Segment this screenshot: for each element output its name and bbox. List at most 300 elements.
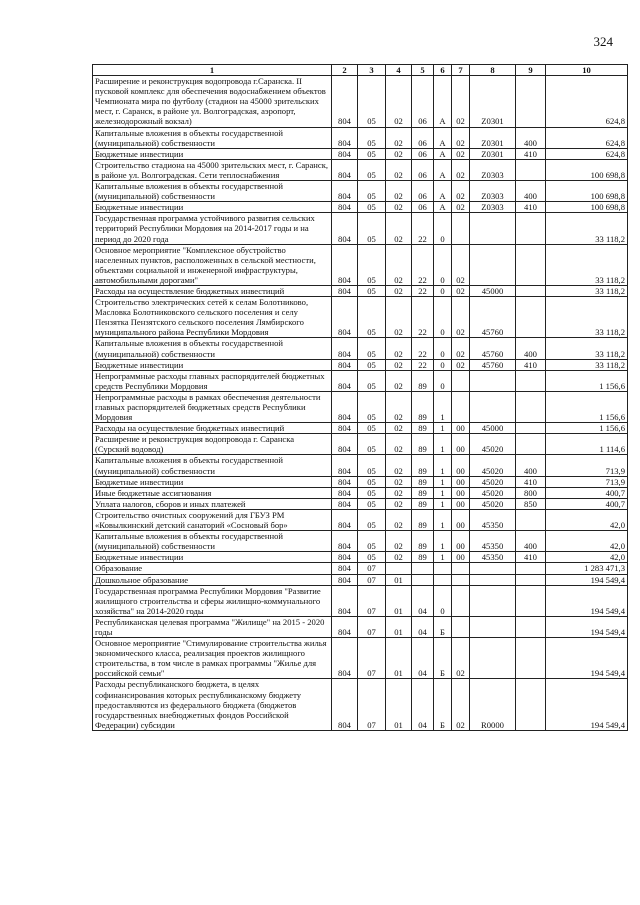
cell-expense-code: 45760 [470, 359, 516, 370]
cell-type [516, 159, 546, 180]
cell-subprogram: 89 [412, 391, 434, 422]
cell-type: 410 [516, 476, 546, 487]
cell-subprogram [412, 563, 434, 574]
cell-section: 804 [332, 423, 358, 434]
cell-subsection: 07 [358, 616, 386, 637]
column-header-10: 10 [546, 65, 628, 76]
cell-program: 02 [386, 552, 412, 563]
cell-subprogram: 89 [412, 498, 434, 509]
cell-section: 804 [332, 213, 358, 244]
cell-event [452, 391, 470, 422]
cell-event: 02 [452, 285, 470, 296]
cell-subsection: 07 [358, 679, 386, 730]
cell-type [516, 244, 546, 285]
cell-direction: А [434, 181, 452, 202]
cell-subprogram: 06 [412, 148, 434, 159]
cell-subsection: 05 [358, 76, 386, 127]
cell-direction: Б [434, 679, 452, 730]
cell-type [516, 616, 546, 637]
table-row [93, 585, 628, 616]
cell-type [516, 370, 546, 391]
cell-name: Расходы на осуществление бюджетных инвестиций [93, 285, 332, 296]
cell-subprogram: 22 [412, 297, 434, 338]
cell-name: Расширение и реконструкция водопровода г.Саранска. II пусковой комплекс для обеспечения водоснабжением объектов Чемпионата мира по футболу (стадион на 45000 зрительских мест, г. Саранск, в районе ул. Волгоградская, аэропорт, железнодорожный вокзал) [93, 76, 332, 127]
cell-expense-code [470, 616, 516, 637]
cell-subsection: 07 [358, 574, 386, 585]
cell-subsection: 05 [358, 213, 386, 244]
cell-type [516, 76, 546, 127]
cell-amount: 1 156,6 [546, 370, 628, 391]
cell-program: 02 [386, 509, 412, 530]
cell-amount: 624,8 [546, 127, 628, 148]
table-row [93, 552, 628, 563]
cell-subprogram: 22 [412, 213, 434, 244]
cell-amount: 33 118,2 [546, 338, 628, 359]
table-row [93, 181, 628, 202]
cell-subprogram: 89 [412, 476, 434, 487]
table-row [93, 423, 628, 434]
cell-section: 804 [332, 487, 358, 498]
column-header-2: 2 [332, 65, 358, 76]
cell-program: 02 [386, 148, 412, 159]
cell-expense-code: R0000 [470, 679, 516, 730]
cell-program: 02 [386, 391, 412, 422]
cell-program: 02 [386, 531, 412, 552]
cell-subsection: 05 [358, 498, 386, 509]
cell-amount: 1 156,6 [546, 391, 628, 422]
cell-event: 02 [452, 338, 470, 359]
cell-subprogram: 06 [412, 202, 434, 213]
cell-expense-code: 45350 [470, 509, 516, 530]
cell-program: 02 [386, 213, 412, 244]
cell-subsection: 05 [358, 509, 386, 530]
cell-subprogram: 04 [412, 638, 434, 679]
cell-expense-code [470, 244, 516, 285]
cell-amount: 713,9 [546, 476, 628, 487]
cell-type: 400 [516, 181, 546, 202]
cell-expense-code: Z0301 [470, 76, 516, 127]
cell-event: 02 [452, 679, 470, 730]
cell-type [516, 423, 546, 434]
cell-direction: 1 [434, 455, 452, 476]
column-header-4: 4 [386, 65, 412, 76]
cell-direction: 0 [434, 585, 452, 616]
cell-event: 02 [452, 297, 470, 338]
cell-type [516, 434, 546, 455]
cell-amount: 1 156,6 [546, 423, 628, 434]
cell-expense-code: 45020 [470, 487, 516, 498]
cell-section: 804 [332, 359, 358, 370]
cell-subsection: 05 [358, 338, 386, 359]
cell-expense-code: 45760 [470, 338, 516, 359]
table-row [93, 202, 628, 213]
cell-name: Образование [93, 563, 332, 574]
cell-name: Строительство электрических сетей к селам Болотниково, Масловка Болотниковского сельского поселения и селу Пензятка Пензятского сельского поселения Лямбирского муниципального района Республики Мордовия [93, 297, 332, 338]
cell-subprogram: 06 [412, 159, 434, 180]
cell-event [452, 370, 470, 391]
cell-type [516, 509, 546, 530]
cell-expense-code: 45020 [470, 455, 516, 476]
cell-section: 804 [332, 434, 358, 455]
cell-subprogram: 89 [412, 531, 434, 552]
cell-event [452, 574, 470, 585]
cell-subsection: 05 [358, 244, 386, 285]
cell-type [516, 297, 546, 338]
cell-expense-code: 45020 [470, 498, 516, 509]
cell-type: 410 [516, 202, 546, 213]
table-header-row [93, 65, 628, 76]
cell-amount: 42,0 [546, 509, 628, 530]
cell-program: 02 [386, 476, 412, 487]
cell-event [452, 616, 470, 637]
cell-type [516, 213, 546, 244]
cell-subprogram: 89 [412, 423, 434, 434]
cell-name: Строительство очистных сооружений для ГБУЗ РМ «Ковылкинский детский санаторий «Сосновый бор» [93, 509, 332, 530]
cell-type [516, 638, 546, 679]
column-header-8: 8 [470, 65, 516, 76]
cell-subsection: 05 [358, 434, 386, 455]
cell-expense-code: 45760 [470, 297, 516, 338]
cell-expense-code [470, 585, 516, 616]
cell-name: Бюджетные инвестиции [93, 476, 332, 487]
cell-section: 804 [332, 531, 358, 552]
cell-name: Государственная программа устойчивого развития сельских территорий Республики Мордовия на 2014-2017 годы и на период до 2020 года [93, 213, 332, 244]
cell-section: 804 [332, 574, 358, 585]
cell-subprogram: 04 [412, 679, 434, 730]
cell-name: Бюджетные инвестиции [93, 359, 332, 370]
cell-subprogram: 04 [412, 585, 434, 616]
cell-program: 02 [386, 202, 412, 213]
table-row [93, 434, 628, 455]
cell-subprogram: 22 [412, 338, 434, 359]
cell-amount: 194 549,4 [546, 679, 628, 730]
cell-name: Уплата налогов, сборов и иных платежей [93, 498, 332, 509]
table-row [93, 213, 628, 244]
cell-subprogram: 89 [412, 455, 434, 476]
cell-subsection: 05 [358, 531, 386, 552]
cell-program: 01 [386, 638, 412, 679]
column-header-3: 3 [358, 65, 386, 76]
cell-subsection: 05 [358, 127, 386, 148]
cell-subsection: 05 [358, 285, 386, 296]
cell-name: Капитальные вложения в объекты государственной (муниципальной) собственности [93, 338, 332, 359]
cell-expense-code [470, 563, 516, 574]
cell-program: 01 [386, 679, 412, 730]
cell-section: 804 [332, 244, 358, 285]
cell-subsection: 05 [358, 455, 386, 476]
table-row [93, 679, 628, 730]
cell-name: Капитальные вложения в объекты государственной (муниципальной) собственности [93, 455, 332, 476]
table-row [93, 476, 628, 487]
cell-section: 804 [332, 552, 358, 563]
cell-direction: 0 [434, 370, 452, 391]
cell-name: Строительство стадиона на 45000 зрительских мест, г. Саранск, в районе ул. Волгоградская. Сети теплоснабжения [93, 159, 332, 180]
cell-name: Расходы республиканского бюджета, в целях софинансирования которых республиканскому бюджету предоставляются из федерального бюджета (бюджетов государственных внебюджетных фондов Российской Федерации) субсидии [93, 679, 332, 730]
cell-section: 804 [332, 498, 358, 509]
cell-event: 00 [452, 487, 470, 498]
cell-direction: А [434, 127, 452, 148]
cell-event: 00 [452, 455, 470, 476]
cell-section: 804 [332, 76, 358, 127]
cell-program: 02 [386, 498, 412, 509]
cell-section: 804 [332, 181, 358, 202]
cell-subsection: 05 [358, 370, 386, 391]
cell-event: 00 [452, 476, 470, 487]
cell-amount: 42,0 [546, 531, 628, 552]
cell-expense-code [470, 638, 516, 679]
cell-direction: А [434, 148, 452, 159]
cell-subsection: 05 [358, 148, 386, 159]
table-row [93, 455, 628, 476]
cell-subsection: 05 [358, 202, 386, 213]
cell-event: 02 [452, 181, 470, 202]
cell-amount: 194 549,4 [546, 585, 628, 616]
cell-event [452, 585, 470, 616]
cell-type [516, 679, 546, 730]
cell-type [516, 391, 546, 422]
table-row [93, 574, 628, 585]
cell-direction: 0 [434, 244, 452, 285]
table-row [93, 285, 628, 296]
cell-amount: 1 283 471,3 [546, 563, 628, 574]
cell-expense-code [470, 213, 516, 244]
cell-direction: А [434, 159, 452, 180]
cell-direction: А [434, 202, 452, 213]
column-header-6: 6 [434, 65, 452, 76]
cell-direction: 0 [434, 338, 452, 359]
cell-amount: 624,8 [546, 148, 628, 159]
cell-direction: 1 [434, 498, 452, 509]
cell-program: 02 [386, 285, 412, 296]
cell-amount: 194 549,4 [546, 616, 628, 637]
cell-expense-code: 45350 [470, 531, 516, 552]
cell-expense-code: 45000 [470, 423, 516, 434]
cell-name: Капитальные вложения в объекты государственной (муниципальной) собственности [93, 127, 332, 148]
cell-expense-code: Z0303 [470, 202, 516, 213]
cell-expense-code: 45020 [470, 434, 516, 455]
cell-section: 804 [332, 679, 358, 730]
table-row [93, 487, 628, 498]
cell-subsection: 07 [358, 638, 386, 679]
cell-name: Основное мероприятие "Стимулирование строительства жилья экономического класса, реализация проектов жилищного строительства, в том числе в рамках программы "Жилье для российской семьи" [93, 638, 332, 679]
cell-expense-code [470, 391, 516, 422]
cell-subprogram: 06 [412, 76, 434, 127]
column-header-1: 1 [93, 65, 332, 76]
cell-subsection: 07 [358, 585, 386, 616]
cell-direction [434, 574, 452, 585]
table-row [93, 616, 628, 637]
cell-name: Расходы на осуществление бюджетных инвестиций [93, 423, 332, 434]
cell-direction: Б [434, 638, 452, 679]
table-row [93, 297, 628, 338]
column-header-9: 9 [516, 65, 546, 76]
cell-subsection: 05 [358, 391, 386, 422]
cell-section: 804 [332, 159, 358, 180]
cell-event: 02 [452, 148, 470, 159]
cell-direction: 1 [434, 552, 452, 563]
cell-event [452, 213, 470, 244]
cell-amount: 33 118,2 [546, 285, 628, 296]
cell-subprogram: 04 [412, 616, 434, 637]
cell-section: 804 [332, 297, 358, 338]
cell-subprogram: 22 [412, 285, 434, 296]
cell-section: 804 [332, 616, 358, 637]
cell-program: 02 [386, 370, 412, 391]
cell-type [516, 585, 546, 616]
cell-event: 00 [452, 552, 470, 563]
cell-program [386, 563, 412, 574]
cell-section: 804 [332, 476, 358, 487]
cell-direction: 1 [434, 509, 452, 530]
cell-program: 01 [386, 585, 412, 616]
table-row [93, 76, 628, 127]
table-row [93, 244, 628, 285]
cell-section: 804 [332, 338, 358, 359]
cell-amount: 1 114,6 [546, 434, 628, 455]
cell-name: Дошкольное образование [93, 574, 332, 585]
cell-subprogram: 06 [412, 127, 434, 148]
cell-program: 02 [386, 359, 412, 370]
cell-type: 800 [516, 487, 546, 498]
cell-subsection: 05 [358, 423, 386, 434]
cell-expense-code: Z0303 [470, 159, 516, 180]
cell-name: Иные бюджетные ассигнования [93, 487, 332, 498]
cell-type: 400 [516, 531, 546, 552]
cell-type: 400 [516, 127, 546, 148]
cell-amount: 194 549,4 [546, 574, 628, 585]
cell-subsection: 05 [358, 181, 386, 202]
cell-type: 410 [516, 359, 546, 370]
cell-section: 804 [332, 202, 358, 213]
cell-event: 02 [452, 202, 470, 213]
cell-section: 804 [332, 285, 358, 296]
table-row [93, 563, 628, 574]
cell-direction: 1 [434, 391, 452, 422]
cell-event: 00 [452, 434, 470, 455]
cell-type: 400 [516, 338, 546, 359]
cell-type: 400 [516, 455, 546, 476]
cell-subsection: 05 [358, 487, 386, 498]
cell-name: Непрограммные расходы в рамках обеспечения деятельности главных распорядителей бюджетных средств Республики Мордовия [93, 391, 332, 422]
cell-amount: 33 118,2 [546, 244, 628, 285]
table-row [93, 638, 628, 679]
cell-program: 02 [386, 434, 412, 455]
cell-amount: 100 698,8 [546, 159, 628, 180]
cell-subprogram: 89 [412, 509, 434, 530]
cell-event: 02 [452, 244, 470, 285]
cell-direction: 1 [434, 434, 452, 455]
cell-type [516, 574, 546, 585]
cell-name: Расширение и реконструкция водопровода г. Саранска (Сурский водовод) [93, 434, 332, 455]
cell-amount: 42,0 [546, 552, 628, 563]
cell-event: 02 [452, 638, 470, 679]
cell-subprogram: 89 [412, 434, 434, 455]
cell-program: 01 [386, 574, 412, 585]
page-number: 324 [593, 34, 613, 49]
table-row [93, 148, 628, 159]
cell-subprogram: 89 [412, 370, 434, 391]
cell-event: 00 [452, 498, 470, 509]
cell-program: 01 [386, 616, 412, 637]
cell-section: 804 [332, 127, 358, 148]
cell-amount: 194 549,4 [546, 638, 628, 679]
cell-direction: 0 [434, 359, 452, 370]
cell-event: 00 [452, 423, 470, 434]
table-row [93, 127, 628, 148]
table-body [93, 76, 628, 731]
cell-event: 02 [452, 127, 470, 148]
cell-direction: Б [434, 616, 452, 637]
cell-program: 02 [386, 338, 412, 359]
cell-event: 02 [452, 159, 470, 180]
cell-subsection: 05 [358, 476, 386, 487]
cell-subsection: 05 [358, 297, 386, 338]
cell-subprogram: 89 [412, 552, 434, 563]
cell-subsection: 07 [358, 563, 386, 574]
cell-section: 804 [332, 638, 358, 679]
cell-expense-code: 45020 [470, 476, 516, 487]
cell-section: 804 [332, 585, 358, 616]
cell-expense-code: 45000 [470, 285, 516, 296]
cell-name: Капитальные вложения в объекты государственной (муниципальной) собственности [93, 531, 332, 552]
cell-section: 804 [332, 391, 358, 422]
cell-program: 02 [386, 159, 412, 180]
cell-direction [434, 563, 452, 574]
cell-amount: 624,8 [546, 76, 628, 127]
cell-section: 804 [332, 563, 358, 574]
cell-subprogram: 22 [412, 359, 434, 370]
cell-direction: 0 [434, 285, 452, 296]
cell-amount: 100 698,8 [546, 202, 628, 213]
cell-type [516, 563, 546, 574]
cell-direction: А [434, 76, 452, 127]
cell-program: 02 [386, 297, 412, 338]
cell-subprogram: 06 [412, 181, 434, 202]
column-header-5: 5 [412, 65, 434, 76]
cell-amount: 33 118,2 [546, 359, 628, 370]
cell-section: 804 [332, 370, 358, 391]
table-row [93, 359, 628, 370]
cell-expense-code: Z0301 [470, 148, 516, 159]
cell-type: 850 [516, 498, 546, 509]
cell-amount: 100 698,8 [546, 181, 628, 202]
table-row [93, 531, 628, 552]
cell-expense-code [470, 574, 516, 585]
cell-subsection: 05 [358, 159, 386, 180]
cell-program: 02 [386, 181, 412, 202]
cell-section: 804 [332, 455, 358, 476]
cell-section: 804 [332, 509, 358, 530]
cell-expense-code: 45350 [470, 552, 516, 563]
cell-amount: 713,9 [546, 455, 628, 476]
cell-event: 00 [452, 509, 470, 530]
cell-subprogram: 22 [412, 244, 434, 285]
table-row [93, 159, 628, 180]
cell-program: 02 [386, 76, 412, 127]
cell-direction: 0 [434, 297, 452, 338]
cell-expense-code: Z0301 [470, 127, 516, 148]
cell-expense-code: Z0303 [470, 181, 516, 202]
cell-type: 410 [516, 552, 546, 563]
cell-name: Республиканская целевая программа "Жилище" на 2015 - 2020 годы [93, 616, 332, 637]
cell-event: 00 [452, 531, 470, 552]
cell-amount: 33 118,2 [546, 297, 628, 338]
cell-direction: 1 [434, 487, 452, 498]
cell-program: 02 [386, 423, 412, 434]
cell-name: Основное мероприятие "Комплексное обустройство населенных пунктов, расположенных в сельской местности, объектами социальной и инженерной инфраструктуры, автомобильными дорогами" [93, 244, 332, 285]
cell-expense-code [470, 370, 516, 391]
cell-subprogram: 89 [412, 487, 434, 498]
